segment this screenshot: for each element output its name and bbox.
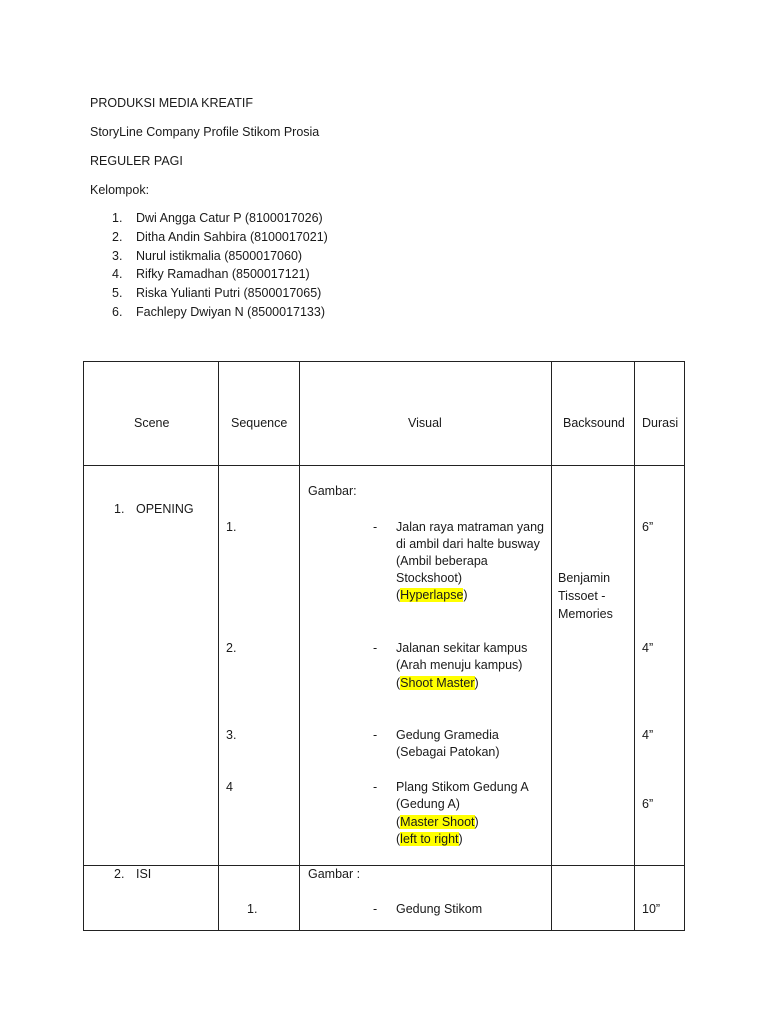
class-label: REGULER PAGI (90, 154, 183, 168)
backsound-text: Memories (558, 607, 613, 621)
visual-line: (Arah menuju kampus) (396, 658, 523, 672)
list-item (112, 248, 328, 267)
gambar-label: Gambar : (308, 867, 361, 881)
list-number: 5. (112, 286, 123, 301)
member-name: Dwi Angga Catur P (8100017026) (136, 211, 323, 225)
visual-line: (Master Shoot) (396, 815, 479, 829)
course-title: PRODUKSI MEDIA KREATIF (90, 96, 253, 110)
member-list (112, 210, 328, 323)
visual-line: Plang Stikom Gedung A (396, 780, 529, 794)
scene-number: 1. (114, 502, 125, 516)
header-durasi: Durasi (642, 416, 679, 430)
highlighted-text: Master Shoot (400, 815, 475, 829)
backsound-text: Benjamin (558, 571, 611, 585)
highlighted-text: left to right (400, 832, 459, 846)
list-item (112, 210, 328, 229)
member-name: Rifky Ramadhan (8500017121) (136, 267, 310, 282)
durasi-value: 10” (642, 902, 661, 916)
list-item (112, 229, 328, 248)
list-number: 2. (112, 229, 123, 244)
column-divider (634, 362, 635, 930)
document-title: StoryLine Company Profile Stikom Prosia (90, 125, 320, 139)
header-visual: Visual (408, 416, 442, 430)
sequence-number: 4 (226, 780, 233, 794)
scene-name: ISI (136, 867, 152, 881)
durasi-value: 4” (642, 641, 654, 655)
row-divider (84, 465, 684, 466)
list-item (112, 266, 328, 285)
sequence-number: 1. (247, 902, 258, 916)
header-backsound: Backsound (563, 416, 625, 430)
backsound-text: Tissoet - (558, 589, 606, 603)
durasi-value: 6” (642, 520, 654, 534)
visual-line: Gedung Gramedia (396, 728, 499, 742)
durasi-value: 4” (642, 728, 654, 742)
scene-name: OPENING (136, 502, 194, 516)
group-label: Kelompok: (90, 183, 150, 197)
header-sequence: Sequence (231, 416, 288, 430)
column-divider (218, 362, 219, 930)
member-name: Nurul istikmalia (8500017060) (136, 248, 303, 263)
scene-number: 2. (114, 867, 125, 881)
bullet-dash: - (373, 641, 378, 655)
bullet-dash: - (373, 728, 378, 742)
visual-line: Stockshoot) (396, 571, 463, 585)
column-divider (551, 362, 552, 930)
visual-line: Jalan raya matraman yang (396, 520, 544, 534)
member-name: Riska Yulianti Putri (8500017065) (136, 286, 322, 301)
bullet-dash: - (373, 520, 378, 534)
list-number: 3. (112, 248, 123, 263)
bullet-dash: - (373, 902, 378, 916)
visual-line: (Ambil beberapa (396, 554, 488, 568)
visual-line: Gedung Stikom (396, 902, 483, 916)
sequence-number: 3. (226, 728, 237, 742)
list-number: 1. (112, 211, 123, 225)
row-divider (84, 865, 684, 866)
visual-line: (Gedung A) (396, 797, 460, 811)
visual-line: (left to right) (396, 832, 463, 846)
sequence-number: 2. (226, 641, 237, 655)
bullet-dash: - (373, 780, 378, 794)
gambar-label: Gambar: (308, 484, 357, 498)
header-scene: Scene (134, 416, 170, 430)
visual-line: (Hyperlapse) (396, 588, 468, 602)
visual-line: Jalanan sekitar kampus (396, 641, 528, 655)
visual-line: (Sebagai Patokan) (396, 745, 500, 759)
list-number: 6. (112, 304, 123, 319)
storyline-table (83, 361, 685, 931)
column-divider (299, 362, 300, 930)
durasi-value: 6” (642, 797, 654, 811)
member-name: Fachlepy Dwiyan N (8500017133) (136, 304, 325, 319)
highlighted-text: Hyperlapse (400, 588, 464, 602)
visual-line: di ambil dari halte busway (396, 537, 540, 551)
list-item (112, 285, 328, 304)
sequence-number: 1. (226, 520, 237, 534)
list-number: 4. (112, 267, 123, 282)
member-name: Ditha Andin Sahbira (8100017021) (136, 229, 328, 244)
visual-line: (Shoot Master) (396, 676, 479, 690)
highlighted-text: Shoot Master (400, 676, 475, 690)
list-item (112, 304, 328, 323)
